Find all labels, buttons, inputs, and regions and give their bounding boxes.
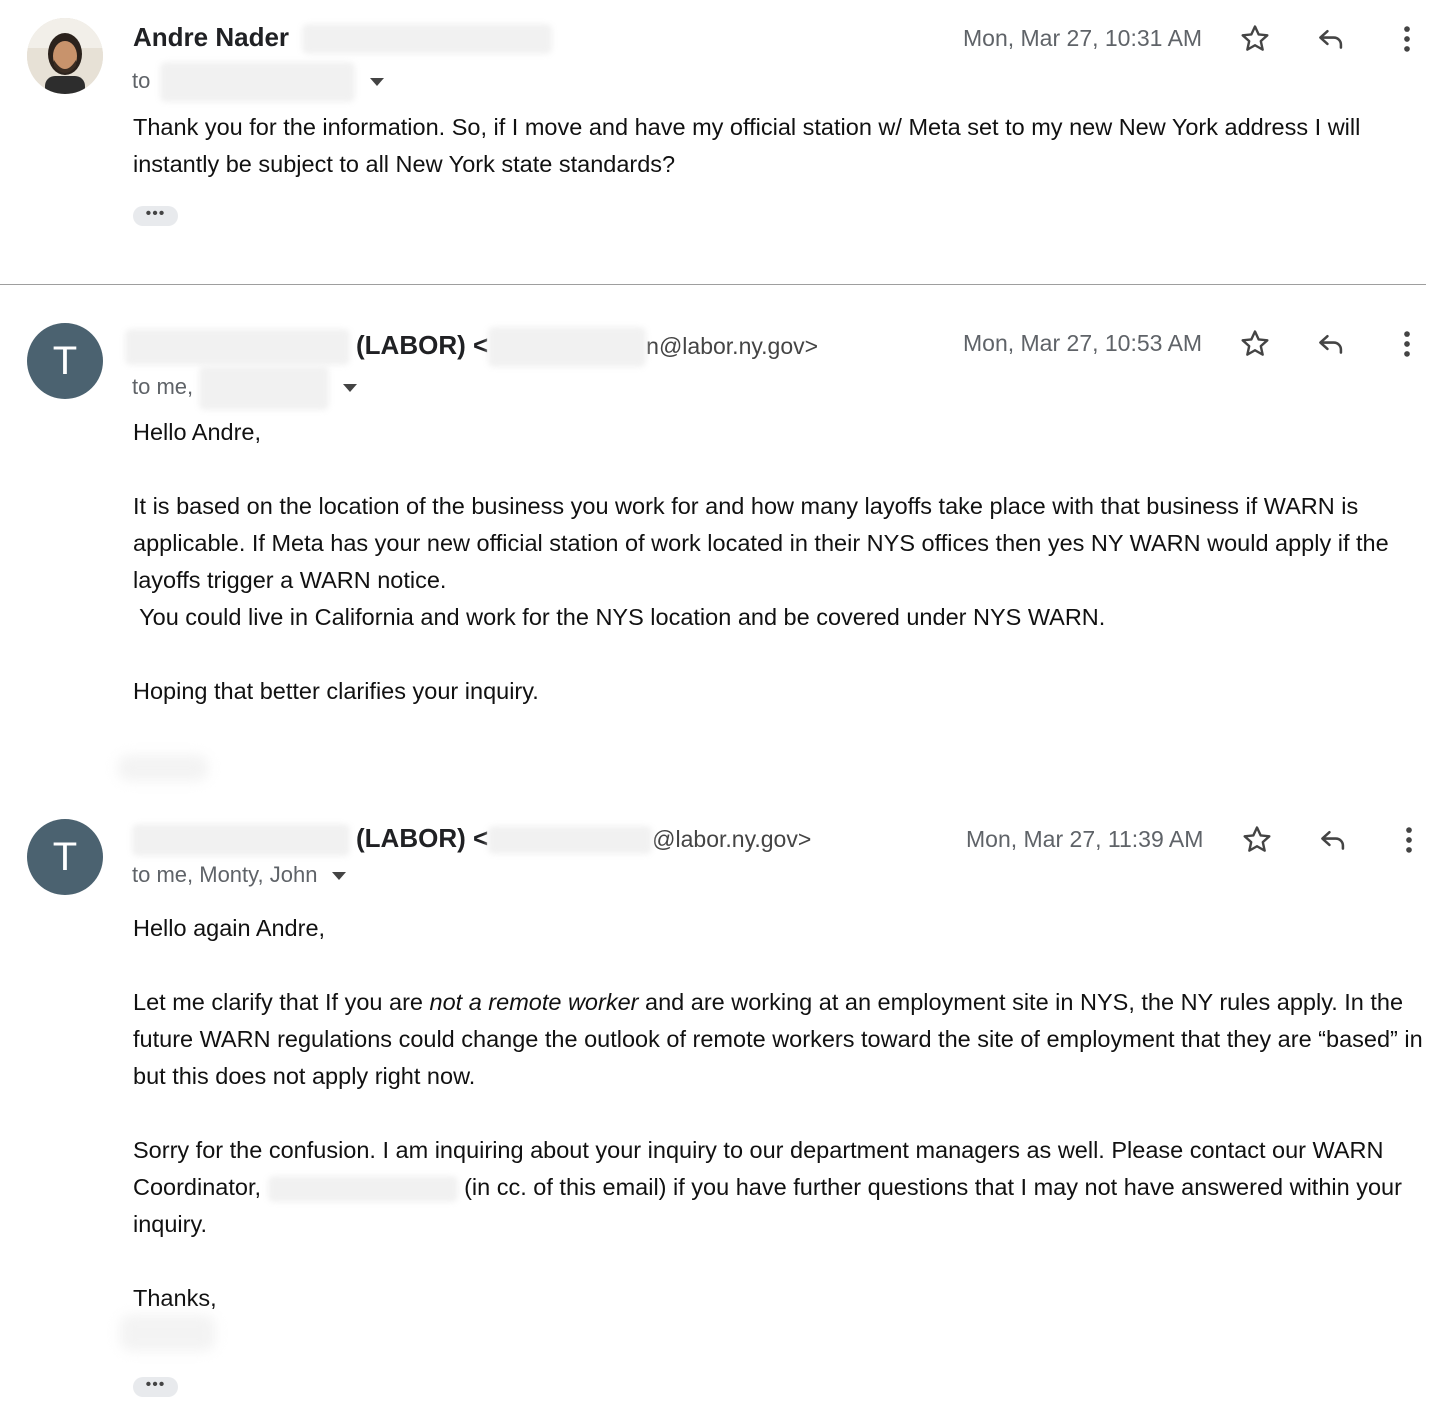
star-button[interactable] xyxy=(1240,823,1274,857)
body-paragraph xyxy=(133,984,1433,1095)
more-options-button[interactable] xyxy=(1392,823,1426,857)
recipients-toggle[interactable] xyxy=(132,862,346,888)
recipients-label: to xyxy=(132,67,151,93)
body-paragraph: You could live in California and work for the NYS location and be covered under NYS WARN. xyxy=(133,604,1106,630)
star-icon xyxy=(1240,823,1274,857)
sender-name xyxy=(125,327,818,367)
sender-name-text: Andre Nader xyxy=(133,22,290,52)
sender-name xyxy=(132,823,811,856)
sender-name xyxy=(133,22,552,54)
redacted-recipient xyxy=(160,62,355,102)
redacted-email xyxy=(302,24,552,54)
star-icon xyxy=(1238,22,1272,56)
chevron-down-icon[interactable] xyxy=(343,384,357,392)
text-run: (in cc. of this email) if you have further questions that I may not have answered within your inquiry. xyxy=(133,1174,1402,1237)
more-vertical-icon xyxy=(1392,823,1426,857)
italic-text-run: not a remote worker xyxy=(429,989,639,1015)
reply-button[interactable] xyxy=(1316,823,1350,857)
recipients-label: to me, xyxy=(132,373,194,399)
message-body xyxy=(133,910,1433,1317)
greeting: Hello again Andre, xyxy=(133,915,326,941)
sender-suffix: (LABOR) < xyxy=(356,823,489,853)
reply-icon xyxy=(1314,327,1348,361)
sender-avatar[interactable]: T xyxy=(27,819,103,895)
redacted-email xyxy=(488,826,652,854)
sender-email-suffix: n@labor.ny.gov> xyxy=(646,332,819,359)
person-photo-icon xyxy=(27,18,103,94)
recipients-toggle[interactable] xyxy=(132,62,384,102)
greeting: Hello Andre, xyxy=(133,419,262,445)
body-paragraph: Hoping that better clarifies your inquiry. xyxy=(133,678,539,704)
reply-icon xyxy=(1314,22,1348,56)
body-paragraph xyxy=(133,1132,1433,1243)
recipients-label: to me, Monty, John xyxy=(132,862,318,887)
message-date: Mon, Mar 27, 11:39 AM xyxy=(966,826,1204,852)
show-trimmed-content-button[interactable]: ••• xyxy=(133,206,178,226)
show-trimmed-content-button[interactable]: ••• xyxy=(133,1377,178,1397)
message-body xyxy=(133,109,1433,183)
redacted-sender-name xyxy=(125,329,350,365)
sender-avatar[interactable]: T xyxy=(27,323,103,399)
recipients-toggle[interactable] xyxy=(132,366,357,410)
more-options-button[interactable] xyxy=(1390,22,1424,56)
message-date: Mon, Mar 27, 10:53 AM xyxy=(963,330,1203,356)
message-date: Mon, Mar 27, 10:31 AM xyxy=(963,25,1203,51)
redacted-recipient xyxy=(199,366,329,410)
reply-button[interactable] xyxy=(1314,22,1348,56)
sender-suffix: (LABOR) < xyxy=(356,329,489,360)
more-vertical-icon xyxy=(1390,22,1424,56)
text-run: Let me clarify that If you are xyxy=(133,989,430,1015)
chevron-down-icon[interactable] xyxy=(332,872,346,880)
redacted-email xyxy=(488,327,646,367)
signoff: Thanks, xyxy=(133,1285,217,1311)
message-body xyxy=(133,414,1433,710)
redacted-sender-name xyxy=(132,824,350,856)
redacted-signature xyxy=(118,755,208,781)
redacted-coordinator-name xyxy=(268,1176,458,1202)
text-run: Sorry for the confusion. I am inquiring about your inquiry to our department managers as well. Please contact our WARN Coordinator, xyxy=(133,1137,1384,1200)
more-options-button[interactable] xyxy=(1390,327,1424,361)
reply-icon xyxy=(1316,823,1350,857)
message-divider xyxy=(0,284,1426,285)
star-icon xyxy=(1238,327,1272,361)
sender-email-suffix: @labor.ny.gov> xyxy=(652,826,812,852)
reply-button[interactable] xyxy=(1314,327,1348,361)
sender-avatar[interactable] xyxy=(27,18,103,94)
text-run: and are working at an employment site in NYS, the NY rules apply. In the future WARN regulations could change the outlook of remote workers toward the site of employment that they are “based” in but this does not apply right now. xyxy=(133,989,1423,1089)
more-vertical-icon xyxy=(1390,327,1424,361)
star-button[interactable] xyxy=(1238,327,1272,361)
body-paragraph: Thank you for the information. So, if I move and have my official station w/ Meta set to my new New York address I will instantly be subject to all New York state standards? xyxy=(133,114,1361,177)
chevron-down-icon[interactable] xyxy=(370,78,384,86)
redacted-signature xyxy=(120,1315,215,1351)
body-paragraph: It is based on the location of the business you work for and how many layoffs take place with that business if WARN is applicable. If Meta has your new official station of work located in their NYS offices then yes NY WARN would apply if the layoffs trigger a WARN notice. xyxy=(133,493,1389,593)
star-button[interactable] xyxy=(1238,22,1272,56)
